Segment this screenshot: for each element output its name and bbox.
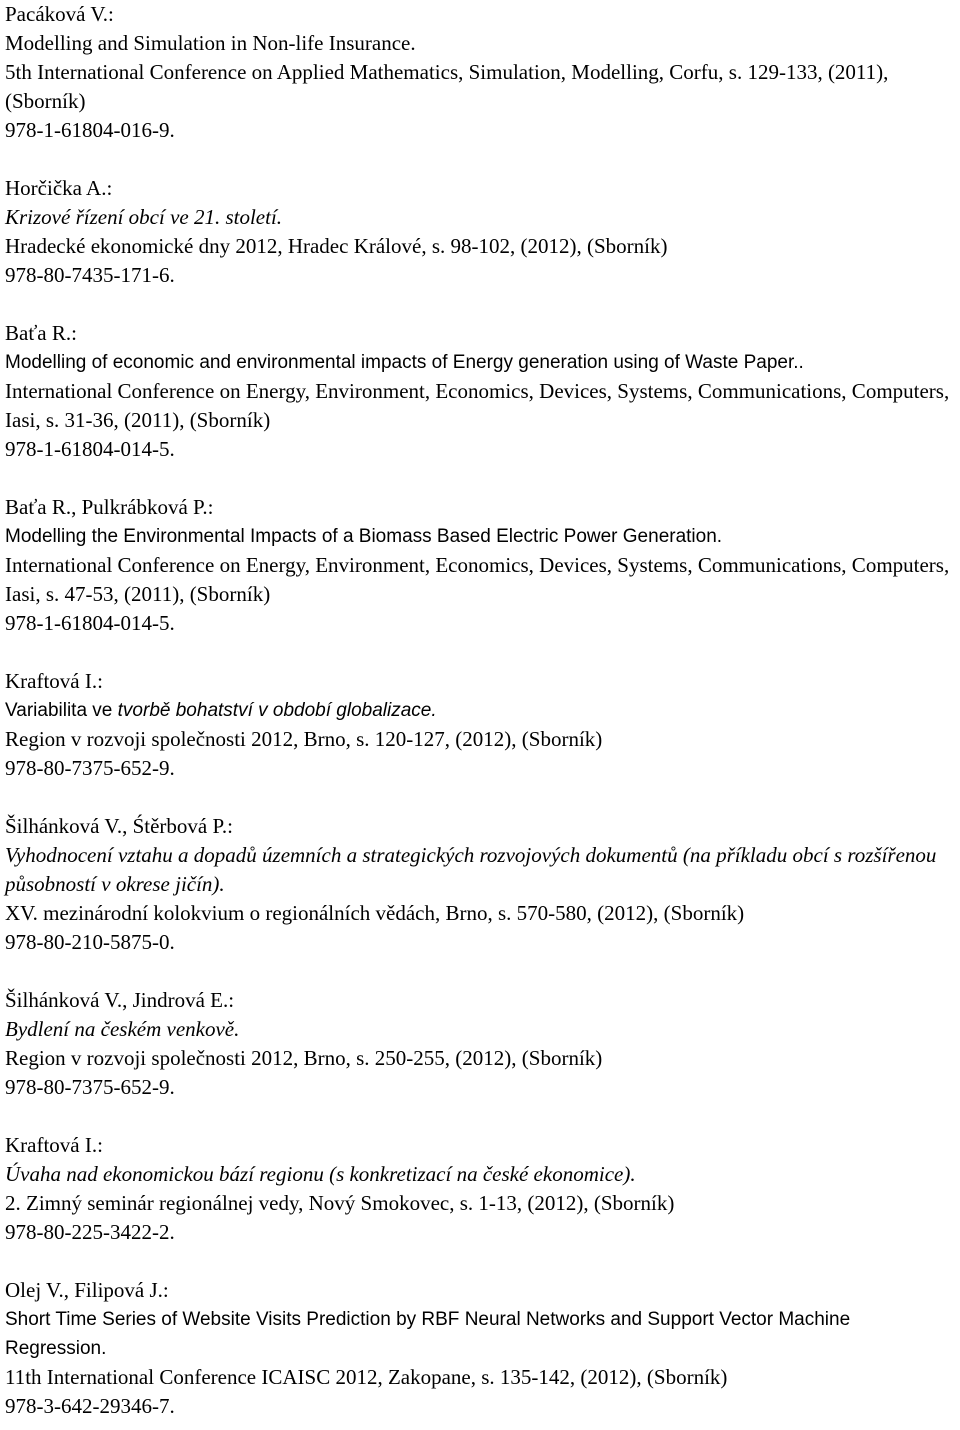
publication-authors: Olej V., Filipová J.: — [5, 1278, 169, 1302]
publication-venue: International Conference on Energy, Environment, Economics, Devices, Systems, Communications, Computers, Iasi, s. 31-36, (2011), (Sborník) — [5, 379, 950, 432]
publication-title — [5, 841, 955, 899]
publication-authors: Šilhánková V., Śtěrbová P.: — [5, 814, 233, 838]
publication-authors: Kraftová I.: — [5, 669, 103, 693]
publication-entry — [5, 174, 955, 290]
publication-entry — [5, 812, 955, 957]
publication-title-part: Modelling the Environmental Impacts of a Biomass Based Electric Power Generation. — [5, 526, 723, 547]
publication-title — [5, 696, 955, 725]
publication-isbn: 978-1-61804-014-5. — [5, 611, 175, 635]
publication-isbn: 978-80-225-3422-2. — [5, 1220, 175, 1244]
publication-authors: Horčička A.: — [5, 176, 113, 200]
publication-authors: Šilhánková V., Jindrová E.: — [5, 988, 235, 1012]
publication-title — [5, 348, 955, 377]
publication-isbn: 978-80-7375-652-9. — [5, 1075, 175, 1099]
publication-entry — [5, 0, 955, 145]
publication-entry — [5, 493, 955, 638]
publication-title-part: Vyhodnocení vztahu a dopadů územních a strategických rozvojových dokumentů (na příkladu obcí s rozšířenou působností v okrese jičín). — [5, 843, 937, 896]
publication-title-part: tvorbě bohatství v období globalizace. — [117, 700, 437, 721]
publication-entry — [5, 319, 955, 464]
publication-isbn: 978-3-642-29346-7. — [5, 1394, 175, 1418]
publication-venue: XV. mezinárodní kolokvium o regionálních vědách, Brno, s. 570-580, (2012), (Sborník) — [5, 901, 745, 925]
publication-title-part: Bydlení na českém venkově. — [5, 1017, 240, 1041]
publication-authors: Kraftová I.: — [5, 1133, 103, 1157]
publication-title — [5, 203, 955, 232]
publication-title-part: Variabilita ve — [5, 700, 118, 721]
publication-entry — [5, 986, 955, 1102]
publication-entry — [5, 1131, 955, 1247]
publication-venue: International Conference on Energy, Environment, Economics, Devices, Systems, Communications, Computers, Iasi, s. 47-53, (2011), (Sborník) — [5, 553, 950, 606]
publication-title-part: Krizové řízení obcí ve 21. století. — [5, 205, 283, 229]
publication-isbn: 978-1-61804-016-9. — [5, 118, 175, 142]
publication-title-part: Modelling and Simulation in Non-life Insurance. — [5, 31, 416, 55]
publication-entry — [5, 1276, 955, 1421]
publication-venue: Region v rozvoji společnosti 2012, Brno, s. 120-127, (2012), (Sborník) — [5, 727, 603, 751]
publication-isbn: 978-80-7435-171-6. — [5, 263, 175, 287]
publication-venue: 5th International Conference on Applied Mathematics, Simulation, Modelling, Corfu, s. 129-133, (2011), (Sborník) — [5, 60, 889, 113]
publication-title — [5, 522, 955, 551]
publication-title — [5, 1305, 955, 1363]
publication-title — [5, 1160, 955, 1189]
publication-authors: Baťa R.: — [5, 321, 77, 345]
publication-title-part: Short Time Series of Website Visits Prediction by RBF Neural Networks and Support Vector Machine Regression. — [5, 1309, 851, 1359]
publication-isbn: 978-1-61804-014-5. — [5, 437, 175, 461]
publication-authors: Pacáková V.: — [5, 2, 114, 26]
publication-title-part: Úvaha nad ekonomickou bází regionu (s konkretizací na české ekonomice). — [5, 1162, 636, 1186]
publication-isbn: 978-80-7375-652-9. — [5, 756, 175, 780]
publication-title — [5, 1015, 955, 1044]
publication-venue: Region v rozvoji společnosti 2012, Brno, s. 250-255, (2012), (Sborník) — [5, 1046, 603, 1070]
publication-title — [5, 29, 955, 58]
publication-authors: Baťa R., Pulkrábková P.: — [5, 495, 214, 519]
publication-venue: Hradecké ekonomické dny 2012, Hradec Králové, s. 98-102, (2012), (Sborník) — [5, 234, 668, 258]
publication-venue: 11th International Conference ICAISC 2012, Zakopane, s. 135-142, (2012), (Sborník) — [5, 1365, 728, 1389]
publication-venue: 2. Zimný seminár regionálnej vedy, Nový Smokovec, s. 1-13, (2012), (Sborník) — [5, 1191, 675, 1215]
publication-title-part: Modelling of economic and environmental impacts of Energy generation using of Waste Paper.. — [5, 352, 804, 373]
publication-entry — [5, 667, 955, 783]
publication-isbn: 978-80-210-5875-0. — [5, 930, 175, 954]
